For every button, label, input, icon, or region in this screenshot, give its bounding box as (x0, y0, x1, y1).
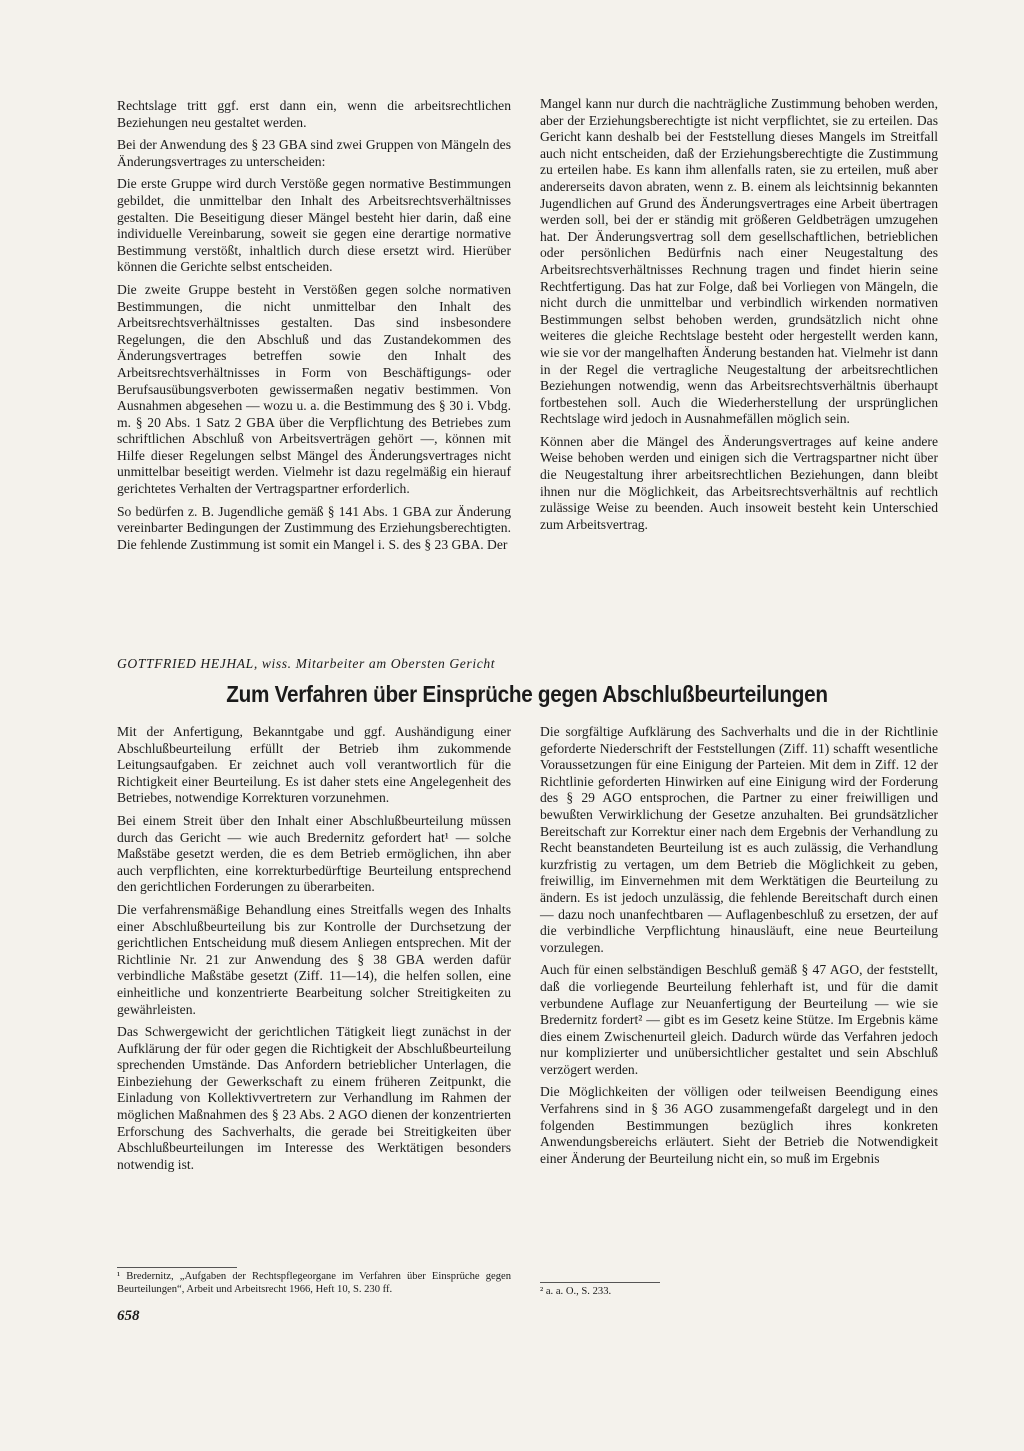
paragraph: Die Möglichkeiten der völligen oder teilweisen Beendigung eines Verfahrens sind in § 36 AGO zusammengefaßt dargelegt und in den folgenden Bestimmungen bezüglich ihres konkreten Anwendungsbereichs erläutert. Sieht der Betrieb die Notwendigkeit einer Änderung der Beurteilung nicht ein, so muß im Ergebnis (540, 1084, 938, 1166)
footnote-divider (540, 1282, 660, 1283)
footnote-1: ¹ Bredernitz, „Aufgaben der Rechtspflegeorgane im Verfahren über Einsprüche gegen Beurteilungen“, Arbeit und Arbeitsrecht 1966, Heft 10, S. 230 ff. (117, 1271, 511, 1295)
article-headline: Zum Verfahren über Einsprüche gegen Abschlußbeurteilungen (226, 681, 828, 707)
paragraph: So bedürfen z. B. Jugendliche gemäß § 141 Abs. 1 GBA zur Änderung vereinbarter Bedingungen der Zustimmung des Erziehungsberechtigten. Die fehlende Zustimmung ist somit ein Mangel i. S. des § 23 GBA. Der (117, 503, 511, 552)
bottom-left-column (117, 724, 511, 1179)
paragraph: Bei der Anwendung des § 23 GBA sind zwei Gruppen von Mängeln des Änderungsvertrages zu unterscheiden: (117, 137, 511, 169)
page-number: 658 (117, 1308, 140, 1324)
paragraph: Können aber die Mängel des Änderungsvertrages auf keine andere Weise behoben werden und einigen sich die Vertragspartner nicht über die Neugestaltung ihrer arbeitsrechtlichen Beziehungen, dann bleibt ihnen nur die Möglichkeit, das Arbeitsrechtsverhältnis auf rechtlich zulässige Weise zu beenden. Auch insoweit besteht kein Unterschied zum Arbeitsvertrag. (540, 433, 938, 532)
paragraph: Die verfahrensmäßige Behandlung eines Streitfalls wegen des Inhalts einer Abschlußbeurteilung bis zur Kontrolle der Durchsetzung der gerichtlichen Entscheidung muß diesem Anliegen entsprechen. Mit der Richtlinie Nr. 21 zur Anwendung des § 38 GBA werden dafür verbindliche Maßstäbe gesetzt (Ziff. 11—14), die helfen sollen, eine einheitliche und konzentrierte Bearbeitung solcher Streitigkeiten zu gewährleisten. (117, 901, 511, 1017)
paragraph: Die erste Gruppe wird durch Verstöße gegen normative Bestimmungen gebildet, die unmittelbar den Inhalt des Arbeitsrechtsverhältnisses gestalten. Die Beseitigung dieser Mängel besteht hier darin, daß eine individuelle Vereinbarung, soweit sie gegen eine derartige normative Bestimmung verstößt, inhaltlich durch diese ersetzt wird. Hierüber können die Gerichte selbst entscheiden. (117, 176, 511, 275)
author-byline: GOTTFRIED HEJHAL, wiss. Mitarbeiter am Obersten Gericht (117, 656, 496, 671)
paragraph: Die sorgfältige Aufklärung des Sachverhalts und die in der Richtlinie geforderte Niederschrift der Feststellungen (Ziff. 11) schafft wesentliche Voraussetzungen für eine Einigung der Parteien. Mit dem in Ziff. 12 der Richtlinie geforderten Hinwirken auf eine Einigung wird der Forderung des § 29 AGO entsprochen, die Partner zu einer freiwilligen und bewußten Verwirklichung der Gesetze anzuhalten. Bei grundsätzlicher Bereitschaft zur Korrektur einer nach dem Ergebnis der Verhandlung zu Recht beanstandeten Beurteilung ist es auch zulässig, die Verhandlung kurzfristig zu vertagen, um dem Betrieb die Möglichkeit zu geben, freiwillig, im Einvernehmen mit dem Werktätigen die Beurteilung zu ändern. Es ist jedoch unzulässig, die fehlende Bereitschaft durch einen — dazu noch unanfechtbaren — Auflagenbeschluß zu ersetzen, der auf die verbindliche Verpflichtung hinausläuft, eine neue Beurteilung vorzulegen. (540, 724, 938, 955)
top-right-column (540, 96, 938, 539)
paragraph: Auch für einen selbständigen Beschluß gemäß § 47 AGO, der feststellt, daß die vorliegende Beurteilung fehlerhaft ist, und für die damit verbundene Auflage zur Neuanfertigung der Beurteilung — wie sie Bredernitz fordert² — gibt es im Gesetz keine Stütze. Im Ergebnis käme dies einem Zwischenurteil gleich. Dadurch würde das Verfahren jedoch nur komplizierter und unübersichtlicher gestaltet und sein Abschluß verzögert werden. (540, 962, 938, 1077)
paragraph: Mit der Anfertigung, Bekanntgabe und ggf. Aushändigung einer Abschlußbeurteilung erfüllt der Betrieb ihm zukommende Leitungsaufgaben. Er zeichnet auch voll verantwortlich für die Richtigkeit einer Beurteilung. Es ist daher stets eine Angelegenheit des Betriebes, notwendige Korrekturen vorzunehmen. (117, 724, 511, 806)
bottom-right-column (540, 724, 938, 1173)
footnote-2: ² a. a. O., S. 233. (540, 1286, 612, 1297)
paragraph: Mangel kann nur durch die nachträgliche Zustimmung behoben werden, aber der Erziehungsberechtigte ist nicht verpflichtet, sie zu erteilen. Das Gericht kann deshalb bei der Feststellung dieses Mangels im Streitfall auch nicht entscheiden, daß der Erziehungsberechtigte die Zustimmung zu erteilen habe. Es kann ihm allenfalls raten, sie zu erteilen, muß aber andererseits davon abraten, wenn z. B. einem als leichtsinnig bekannten Jugendlichen auf Grund des Änderungsvertrages eine Arbeit übertragen werden soll, bei der er ständig mit größeren Geldbeträgen umzugehen hat. Der Änderungsvertrag soll dem gesellschaftlichen, betrieblichen oder persönlichen Bedürfnis nach einer Neugestaltung des Arbeitsrechtsverhältnisses Rechnung tragen und findet hierin seine Rechtfertigung. Das hat zur Folge, daß bei Vorliegen von Mängeln, die nicht durch die unmittelbar und verbindlich wirkenden normativen Bestimmungen selbst behoben werden, grundsätzlich nicht ohne weiteres die gleiche Rechtslage besteht oder hergestellt werden kann, wie sie vor der mangelhaften Änderung bestanden hat. Vielmehr ist dann in der Regel die vertragliche Neugestaltung der arbeitsrechtlichen Beziehungen notwendig, wenn das Arbeitsrechtsverhältnis überhaupt fortbestehen soll. Auch die Wiederherstellung der ursprünglichen Rechtslage wird jedoch in Ausnahmefällen möglich sein. (540, 96, 938, 427)
paragraph: Das Schwergewicht der gerichtlichen Tätigkeit liegt zunächst in der Aufklärung der für oder gegen die Richtigkeit der Abschlußbeurteilung sprechenden Umstände. Das Anfordern betrieblicher Unterlagen, die Einbeziehung der Gewerkschaft zu einem früheren Zeitpunkt, die Einladung von Kollektivvertretern zur Verhandlung im Rahmen der möglichen Maßnahmen des § 23 Abs. 2 AGO dienen der konzentrierten Erforschung des Sachverhalts, die gerade bei Streitigkeiten über Abschlußbeurteilungen im Interesse des Werktätigen besonders notwendig ist. (117, 1024, 511, 1172)
top-left-column (117, 98, 511, 559)
paragraph: Die zweite Gruppe besteht in Verstößen gegen solche normativen Bestimmungen, die nicht unmittelbar den Inhalt des Arbeitsrechtsverhältnisses gestalten. Das sind insbesondere Regelungen, die den Abschluß und das Zustandekommen des Änderungsvertrages betreffen sowie den Inhalt des Arbeitsrechtsverhältnisses in Form von Beschäftigungs- oder Berufsausübungsverboten gewissermaßen negativ bestimmen. Von Ausnahmen abgesehen — wozu u. a. die Bestimmung des § 30 i. Vbdg. m. § 20 Abs. 1 Satz 2 GBA über die Verpflichtung des Betriebes zum schriftlichen Abschluß von Arbeitsverträgen gehört —, können mit Hilfe dieser Regelungen selbst Mängel des Änderungsvertrages nicht unmittelbar beseitigt werden. Vielmehr ist dazu regelmäßig ein hierauf gerichtetes Verhalten der Vertragspartner erforderlich. (117, 281, 511, 497)
footnote-divider (117, 1267, 237, 1268)
paragraph: Bei einem Streit über den Inhalt einer Abschlußbeurteilung müssen durch das Gericht — wie auch Bredernitz gefordert hat¹ — solche Maßstäbe gesetzt werden, die es dem Betrieb ermöglichen, ihn aber auch verpflichten, eine korrekturbedürftige Beurteilung entsprechend den gerichtlichen Forderungen zu überarbeiten. (117, 812, 511, 895)
paragraph: Rechtslage tritt ggf. erst dann ein, wenn die arbeitsrechtlichen Beziehungen neu gestaltet werden. (117, 98, 511, 130)
